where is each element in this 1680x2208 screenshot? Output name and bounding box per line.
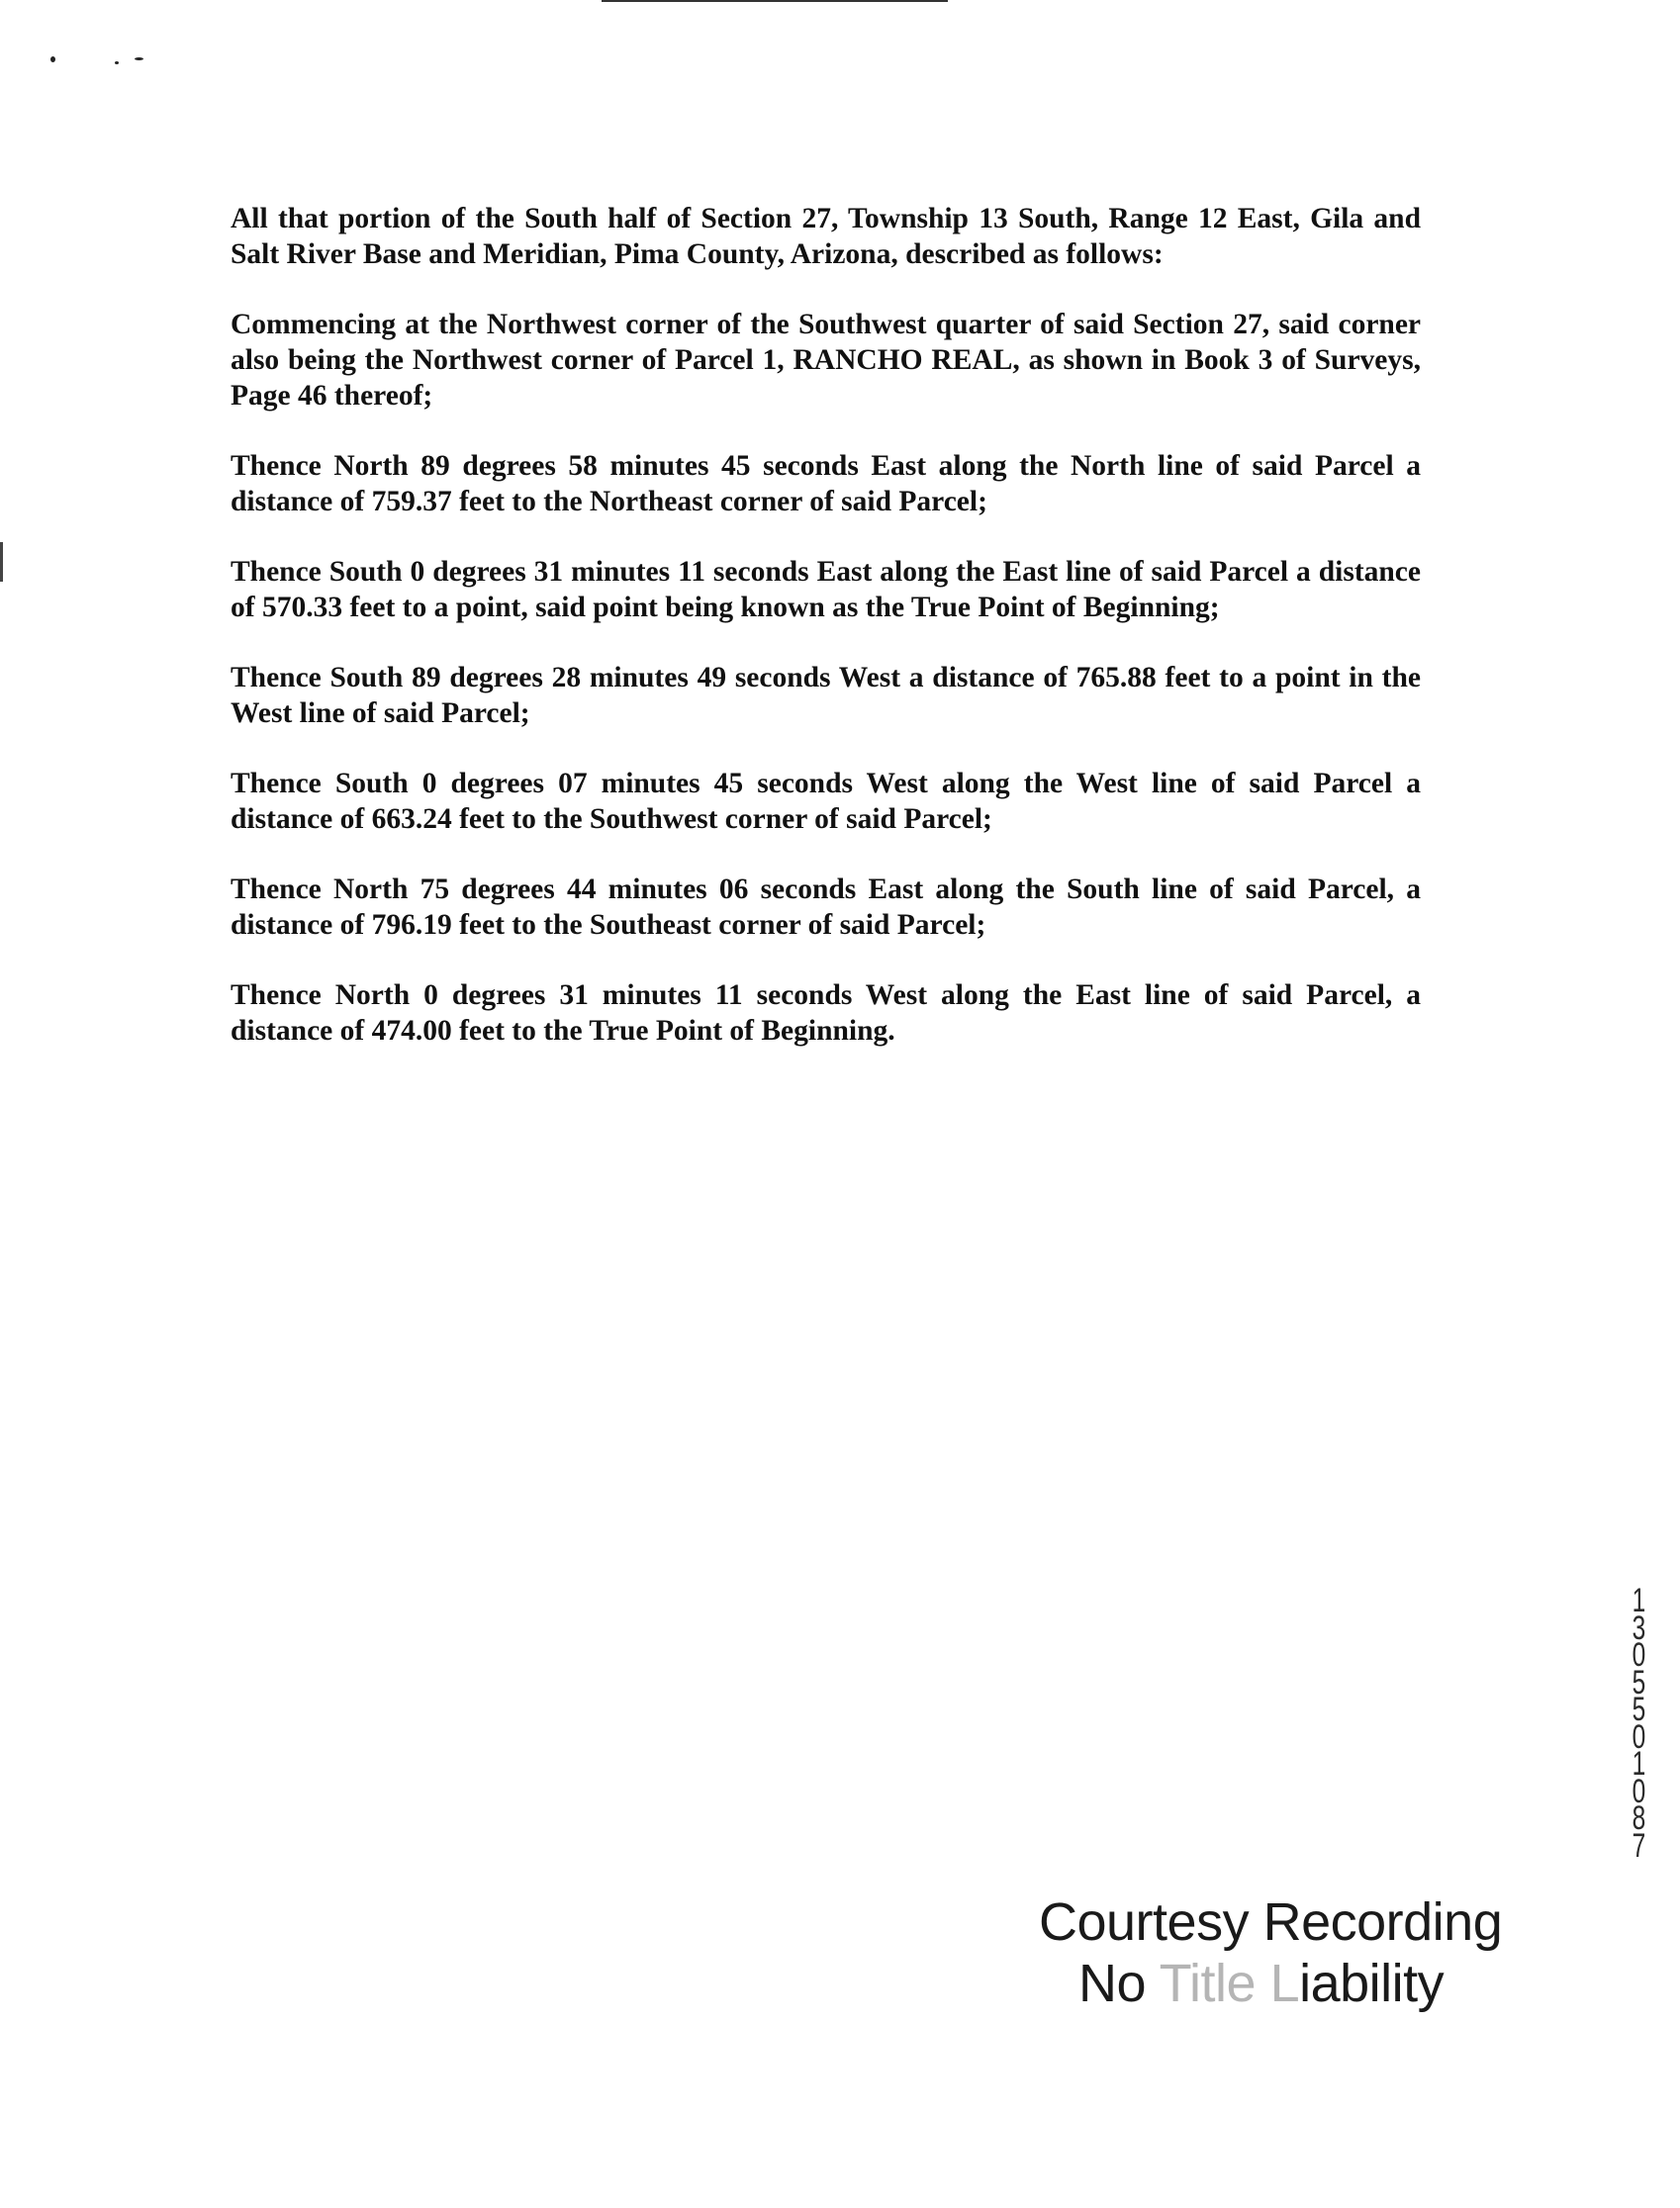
scan-speck [135,57,143,60]
legal-paragraph: Thence North 0 degrees 31 minutes 11 seconds West along the East line of said Parcel, a distance of 474.00 feet to the True Point of Beginning. [231,979,1421,1047]
courtesy-line-2 [1078,1953,1534,2014]
scan-speck [115,61,119,64]
legal-paragraph: Thence South 89 degrees 28 minutes 49 seconds West a distance of 765.88 feet to a point in the West line of said Parcel; [231,662,1421,729]
stamp-digit: 5 [1632,1663,1645,1702]
stamp-digit: 5 [1632,1691,1645,1728]
stamp-digit: 8 [1632,1799,1645,1837]
stamp-digit: 1 [1632,1582,1645,1619]
courtesy-recording-stamp [1039,1891,1534,2014]
scan-edge-mark [0,542,3,582]
legal-paragraph: Commencing at the Northwest corner of the Southwest quarter of said Section 27, said corner also being the Northwest corner of Parcel 1, RANCHO REAL, as shown in Book 3 of Surveys, Page 46 thereof; [231,309,1421,412]
stamp-digit: 0 [1632,1772,1645,1810]
courtesy-line-2-faded: Title L [1159,1954,1300,2013]
stamp-digit: 1 [1632,1745,1645,1783]
stamp-digit: 0 [1632,1717,1645,1756]
stamp-digit: 0 [1632,1636,1645,1674]
top-scan-rule [602,0,948,2]
legal-paragraph: Thence South 0 degrees 07 minutes 45 seconds West along the West line of said Parcel a distance of 663.24 feet to the Southwest corner of said Parcel; [231,768,1421,835]
legal-paragraph: Thence South 0 degrees 31 minutes 11 seconds East along the East line of said Parcel a distance of 570.33 feet to a point, said point being known as the True Point of Beginning; [231,556,1421,623]
legal-paragraph: Thence North 75 degrees 44 minutes 06 seconds East along the South line of said Parcel, a distance of 796.19 feet to the Southeast corner of said Parcel; [231,874,1421,941]
recording-number-stamp [1621,1582,1656,1865]
courtesy-line-1: Courtesy Recording [1039,1892,1503,1952]
legal-paragraph: Thence North 89 degrees 58 minutes 45 seconds East along the North line of said Parcel a distance of 759.37 feet to the Northeast corner of said Parcel; [231,450,1421,517]
stamp-digit: 3 [1632,1609,1645,1647]
courtesy-line-2-end: iability [1299,1954,1445,2013]
scan-speck [50,56,55,62]
stamp-digit: 7 [1632,1826,1645,1865]
legal-paragraph: All that portion of the South half of Section 27, Township 13 South, Range 12 East, Gila and Salt River Base and Meridian, Pima County, Arizona, described as follows: [231,203,1421,270]
legal-description [231,201,1421,1083]
courtesy-line-2-start: No [1078,1954,1160,2013]
